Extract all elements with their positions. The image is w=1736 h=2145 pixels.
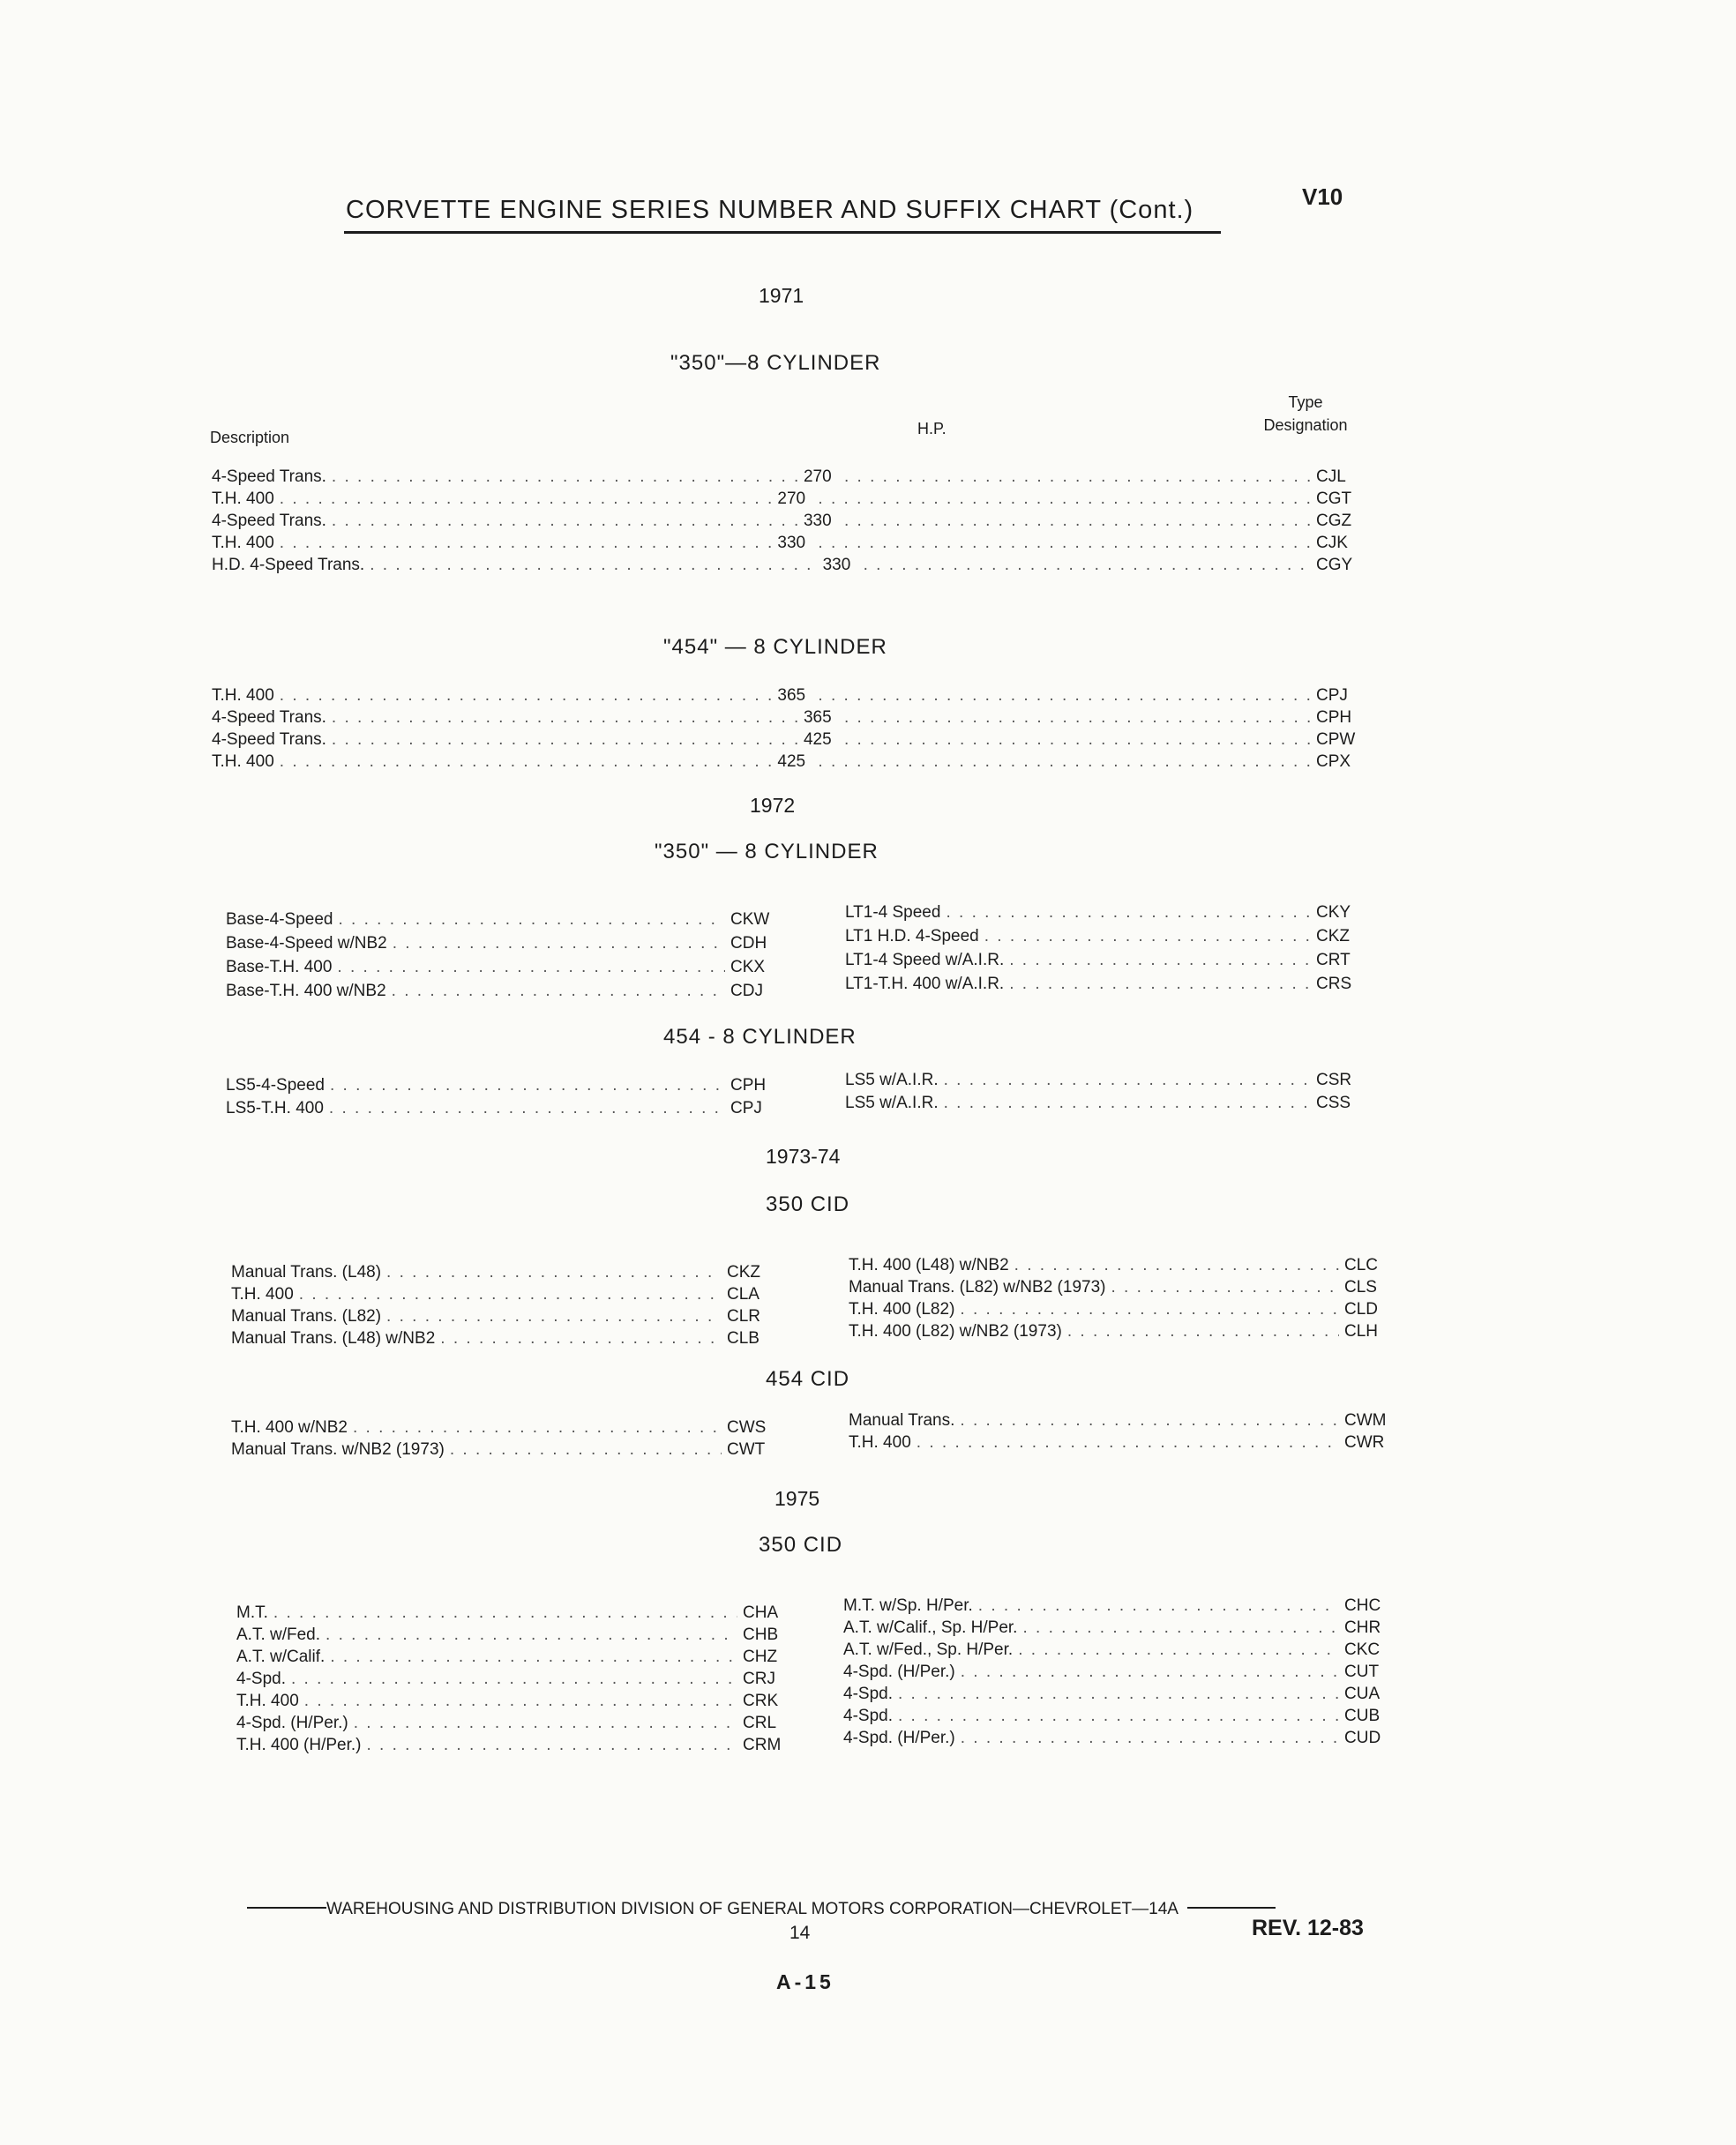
- row-description: LS5-4-Speed: [226, 1076, 325, 1095]
- table-row: [231, 1329, 769, 1351]
- row-description: T.H. 400 (H/Per.): [236, 1736, 362, 1754]
- row-description: Base-T.H. 400: [226, 958, 333, 976]
- row-description: A.T. w/Calif.: [236, 1648, 326, 1666]
- row-code: CLS: [1344, 1278, 1377, 1297]
- section-code: V10: [1302, 183, 1343, 210]
- row-description: 4-Speed Trans.: [212, 467, 326, 486]
- row-description: 4-Spd.: [236, 1670, 286, 1688]
- row-description: H.D. 4-Speed Trans.: [212, 556, 365, 574]
- row-code: CWR: [1344, 1433, 1385, 1452]
- table-row: [845, 1094, 1358, 1116]
- row-description: Base-4-Speed w/NB2: [226, 934, 387, 953]
- table-row: [226, 934, 773, 956]
- table-row: [849, 1278, 1387, 1300]
- table-row: [845, 1071, 1358, 1093]
- table-row: [236, 1670, 785, 1692]
- row-description: M.T. w/Sp. H/Per.: [843, 1596, 973, 1615]
- table-row: [231, 1418, 769, 1440]
- year-heading-1972: 1972: [750, 794, 796, 817]
- row-hp: 330: [803, 512, 832, 530]
- row-code: CGZ: [1316, 512, 1352, 530]
- table-row: [226, 958, 773, 980]
- table-row: [236, 1714, 785, 1736]
- table-row: [212, 490, 1358, 512]
- row-code: CLD: [1344, 1300, 1379, 1319]
- engine-heading-1975-350: 350 CID: [759, 1533, 843, 1557]
- footer-rule-right: [1187, 1907, 1276, 1909]
- row-code: CWS: [727, 1418, 767, 1437]
- row-description: LT1-4 Speed: [845, 903, 941, 922]
- row-code: CUD: [1344, 1729, 1381, 1747]
- table-row: [236, 1736, 785, 1758]
- table-row: [843, 1663, 1387, 1685]
- row-description: T.H. 400: [212, 490, 274, 508]
- row-description: M.T.: [236, 1603, 268, 1622]
- table-row: [226, 910, 773, 932]
- row-description: Manual Trans. (L82): [231, 1307, 382, 1326]
- row-code: CRJ: [743, 1670, 775, 1688]
- table-row: [849, 1433, 1387, 1455]
- row-description: Manual Trans. (L82) w/NB2 (1973): [849, 1278, 1106, 1297]
- row-description: T.H. 400: [212, 752, 274, 771]
- row-code: CUA: [1344, 1685, 1381, 1703]
- row-description: LS5 w/A.I.R.: [845, 1094, 939, 1112]
- row-description: Manual Trans. (L48): [231, 1263, 382, 1282]
- row-code: CPH: [730, 1076, 767, 1095]
- row-code: CWM: [1344, 1411, 1387, 1430]
- row-description: T.H. 400: [231, 1285, 294, 1304]
- page-number: 14: [789, 1923, 811, 1943]
- table-row: [231, 1285, 769, 1307]
- row-code: CHC: [1344, 1596, 1381, 1615]
- row-code: CRT: [1316, 951, 1351, 969]
- row-description: 4-Speed Trans.: [212, 512, 326, 530]
- row-description: T.H. 400: [212, 686, 274, 705]
- year-heading-1973-74: 1973-74: [766, 1145, 841, 1168]
- table-row: [843, 1641, 1387, 1663]
- engine-heading-1973-350: 350 CID: [766, 1192, 850, 1216]
- appendix-page-number: A-15: [776, 1970, 834, 1993]
- row-description: Manual Trans.: [849, 1411, 955, 1430]
- row-description: T.H. 400 (L82) w/NB2 (1973): [849, 1322, 1062, 1341]
- row-code: CPJ: [1316, 686, 1348, 705]
- table-row: [849, 1256, 1387, 1278]
- row-description: T.H. 400: [236, 1692, 299, 1710]
- row-description: Base-T.H. 400 w/NB2: [226, 982, 386, 1000]
- column-header-designation: Designation: [1263, 416, 1348, 434]
- row-description: LT1-4 Speed w/A.I.R.: [845, 951, 1005, 969]
- row-description: 4-Spd. (H/Per.): [236, 1714, 348, 1732]
- table-row: [226, 1076, 773, 1098]
- table-row: [212, 512, 1358, 534]
- footer-rule-left: [247, 1907, 326, 1909]
- row-code: CKC: [1344, 1641, 1381, 1659]
- table-row: [236, 1648, 785, 1670]
- table-row: [845, 975, 1358, 997]
- row-description: T.H. 400 (L82): [849, 1300, 955, 1319]
- row-code: CKW: [730, 910, 770, 929]
- row-code: CSR: [1316, 1071, 1352, 1089]
- page-title: CORVETTE ENGINE SERIES NUMBER AND SUFFIX CHART (Cont.): [346, 196, 1194, 224]
- row-description: T.H. 400 (L48) w/NB2: [849, 1256, 1009, 1274]
- table-row: [845, 927, 1358, 949]
- row-description: T.H. 400: [212, 534, 274, 552]
- table-row: [226, 982, 773, 1004]
- row-code: CHR: [1344, 1618, 1381, 1637]
- table-row: [231, 1307, 769, 1329]
- table-row: [843, 1707, 1387, 1729]
- row-code: CLB: [727, 1329, 760, 1348]
- table-row: [849, 1300, 1387, 1322]
- row-code: CUB: [1344, 1707, 1381, 1725]
- engine-heading-1971-454: "454" — 8 CYLINDER: [663, 635, 887, 659]
- row-description: 4-Spd. (H/Per.): [843, 1663, 955, 1681]
- table-row: [212, 752, 1358, 774]
- table-row: [212, 556, 1358, 578]
- table-row: [236, 1603, 785, 1626]
- table-row: [212, 534, 1358, 556]
- table-row: [212, 467, 1358, 490]
- row-hp: 425: [803, 730, 832, 749]
- row-hp: 330: [822, 556, 851, 574]
- row-code: CLC: [1344, 1256, 1379, 1274]
- row-hp: 330: [777, 534, 806, 552]
- column-header-hp: H.P.: [917, 420, 947, 437]
- row-code: CHB: [743, 1626, 779, 1644]
- row-code: CDH: [730, 934, 767, 953]
- row-description: LS5-T.H. 400: [226, 1099, 324, 1117]
- row-description: 4-Spd. (H/Per.): [843, 1729, 955, 1747]
- row-hp: 425: [777, 752, 806, 771]
- table-row: [212, 730, 1358, 752]
- year-heading-1971: 1971: [759, 284, 804, 307]
- row-description: A.T. w/Calif., Sp. H/Per.: [843, 1618, 1018, 1637]
- row-code: CJL: [1316, 467, 1346, 486]
- row-code: CLR: [727, 1307, 761, 1326]
- row-description: 4-Spd.: [843, 1707, 893, 1725]
- row-description: 4-Spd.: [843, 1685, 893, 1703]
- table-row: [236, 1626, 785, 1648]
- row-code: CRM: [743, 1736, 782, 1754]
- row-code: CRL: [743, 1714, 777, 1732]
- row-hp: 365: [777, 686, 806, 705]
- row-code: CPH: [1316, 708, 1352, 727]
- row-code: CHZ: [743, 1648, 778, 1666]
- row-code: CKZ: [727, 1263, 760, 1282]
- year-heading-1975: 1975: [774, 1487, 820, 1510]
- engine-heading-1972-454: 454 - 8 CYLINDER: [663, 1025, 857, 1049]
- table-row: [231, 1440, 769, 1462]
- row-code: CGY: [1316, 556, 1353, 574]
- table-row: [212, 708, 1358, 730]
- row-code: CGT: [1316, 490, 1352, 508]
- row-description: LT1-T.H. 400 w/A.I.R.: [845, 975, 1005, 993]
- row-description: T.H. 400: [849, 1433, 911, 1452]
- table-row: [845, 903, 1358, 925]
- row-description: LT1 H.D. 4-Speed: [845, 927, 979, 945]
- row-code: CJK: [1316, 534, 1348, 552]
- row-code: CLA: [727, 1285, 760, 1304]
- row-description: 4-Speed Trans.: [212, 730, 326, 749]
- row-description: LS5 w/A.I.R.: [845, 1071, 939, 1089]
- row-description: 4-Speed Trans.: [212, 708, 326, 727]
- table-row: [843, 1596, 1387, 1618]
- engine-heading-1971-350: "350"—8 CYLINDER: [670, 351, 881, 375]
- table-row: [845, 951, 1358, 973]
- table-row: [226, 1099, 773, 1121]
- row-code: CLH: [1344, 1322, 1379, 1341]
- table-row: [849, 1322, 1387, 1344]
- row-code: CDJ: [730, 982, 763, 1000]
- row-code: CPW: [1316, 730, 1356, 749]
- row-description: A.T. w/Fed.: [236, 1626, 321, 1644]
- row-code: CKZ: [1316, 927, 1350, 945]
- row-code: CPJ: [730, 1099, 762, 1117]
- row-description: Manual Trans. w/NB2 (1973): [231, 1440, 445, 1459]
- row-code: CPX: [1316, 752, 1351, 771]
- row-hp: 365: [803, 708, 832, 727]
- row-code: CRK: [743, 1692, 779, 1710]
- table-row: [236, 1692, 785, 1714]
- row-code: CKX: [730, 958, 766, 976]
- table-row: [843, 1729, 1387, 1751]
- table-row: [843, 1685, 1387, 1707]
- row-code: CWT: [727, 1440, 766, 1459]
- row-description: Manual Trans. (L48) w/NB2: [231, 1329, 436, 1348]
- footer-line: [247, 1900, 1376, 1919]
- row-code: CSS: [1316, 1094, 1351, 1112]
- table-row: [231, 1263, 769, 1285]
- table-row: [843, 1618, 1387, 1641]
- row-description: T.H. 400 w/NB2: [231, 1418, 348, 1437]
- row-hp: 270: [803, 467, 832, 486]
- engine-heading-1972-350: "350" — 8 CYLINDER: [655, 840, 879, 863]
- title-underline: [344, 231, 1221, 234]
- row-hp: 270: [777, 490, 806, 508]
- row-code: CKY: [1316, 903, 1351, 922]
- column-header-description: Description: [210, 429, 290, 446]
- row-code: CHA: [743, 1603, 779, 1622]
- table-row: [212, 686, 1358, 708]
- footer-text: WAREHOUSING AND DISTRIBUTION DIVISION OF GENERAL MOTORS CORPORATION—CHEVROLET—14A: [326, 1900, 1179, 1918]
- row-code: CRS: [1316, 975, 1352, 993]
- row-description: A.T. w/Fed., Sp. H/Per.: [843, 1641, 1014, 1659]
- table-row: [849, 1411, 1387, 1433]
- column-header-type: Type: [1288, 393, 1323, 411]
- row-code: CUT: [1344, 1663, 1380, 1681]
- engine-heading-1973-454: 454 CID: [766, 1367, 850, 1391]
- revision-label: REV. 12-83: [1252, 1916, 1364, 1940]
- row-description: Base-4-Speed: [226, 910, 333, 929]
